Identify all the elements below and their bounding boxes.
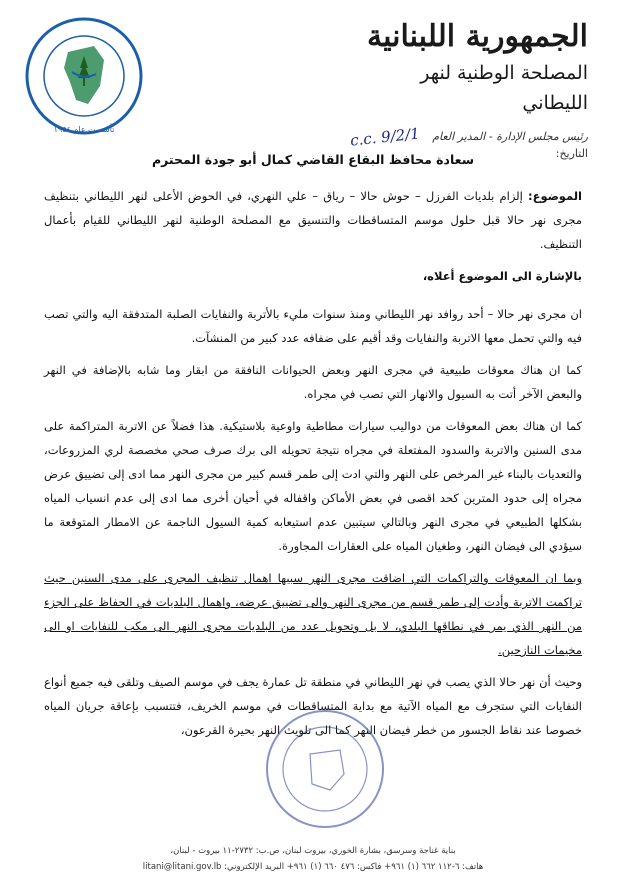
authority-logo [24,16,144,140]
letter-footer [40,843,586,875]
subject-label: الموضوع: [528,189,582,203]
footer-contact: هاتف: ٦-١١٢ ٦٦٢ (١) ٩٦١+ فاكس: ٤٧٦ ٦٦٠ (١) ٩٦١+ البريد الإلكتروني: litani@litani.gov.lb [142,862,484,872]
official-stamp [250,704,400,834]
footer-address: بناية غناجة وسرسق، بشارة الخوري، بيروت لبنان، ص.ب: ٢٧٣٢-١١ بيروت - لبنان، [170,846,456,856]
addressee-line: سعادة محافظ البقاع القاضي كمال أبو جودة المحترم [151,152,475,167]
department-line: رئيس مجلس الإدارة - المدير العام [432,130,588,143]
body-paragraph-1: ان مجرى نهر حالا – أحد روافد نهر الليطاني ومنذ سنوات مليء بالأتربة والنفايات الصلبة المتدفقة اليه والتي تصب فيه والتي تحمل معها الاتربة والنفايات وقد أقيم على ضفافه عدد كبير من المنشآت. [44,307,582,345]
handwritten-reference: c.c. 9/2/1 [349,124,421,150]
body-paragraph-2: كما ان هناك معوقات طبيعية في مجرى النهر وبعض الحيوانات النافقة من ابقار وما شابه بالإضافة في النهر والبعض الآخر أتت به السيول والانهار التي تصب في مجراه. [44,363,582,401]
subject-text: إلزام بلديات الفرزل – حوش حالا – رياق – علي النهري، في الحوض الأعلى لنهر الليطاني بتنظيف مجرى نهر حالا قبل حلول موسم المتساقطات والتنسيق مع المصلحة الوطنية لنهر الليطاني للقيام بأعمال التنظيف. [44,189,582,251]
authority-name: المصلحة الوطنية لنهر الليطاني [420,62,588,114]
letter-body [44,184,582,750]
body-paragraph-5: وحيث أن نهر حالا الذي يصب في نهر الليطاني في منطقة تل عمارة يجف في موسم الصيف وتلقى فيه جميع أنواع النفايات التي ستجرف مع المياه الآتية مع بداية المتساقطات في موسم الخريف، فتتسبب بإعاقة جريان المياه خصوصا عند نقاط الجسور من خطر فيضان النهر كما الى تلويث النهر بحيرة القرعون، [44,675,582,737]
logo-founded-text: تأسست عام ١٩٥٤ [53,125,115,134]
body-paragraph-4: وبما ان المعوقات والتراكمات التي اضاقت مجرى النهر سببها اهمال تنظيف المجرى على مدى السنين حيث تراكمت الاتربة وأدت إلى طمر قسم من مجرى النهر والى تضييق عرضه، واهمال البلديات في الحفاظ على الجزء من النهر الذي يمر في نطاقها البلدي، لا بل وتحويل عدد من البلديات مجرى النهر الى مكب للنفايات او الى مخيمات النازحين. [44,571,582,657]
reference-line: بالإشارة الى الموضوع أعلاه، [422,269,582,283]
body-paragraph-3: كما ان هناك بعض المعوقات من دواليب سيارات مطاطية واوعية بلاستيكية. هذا فضلاً عن الاتربة المتراكمة على مدى السنين والاتربة والسدود المفتعلة في مجراه نتيجة تحويله الى برك صرف صحي مخصصة لري المزروعات، والتعديات بالبناء غير المرخص على النهر والتي ادت إلى طمر قسم كبير من مجرى النهر مما ادى إلى تضييق عرض مجراه إلى حدود المترين كحد اقصى في بعض الأماكن واقفاله في أحيان أخرى مما ادى إلى عدم انسياب المياه بشكلها الطبيعي في مجرى النهر وبالتالي سيتبين عدم استيعابه كمية السيول الناجمة عن الامطار المتوقعة ما سيؤدي الى فيضان النهر، وطغيان المياه على العقارات المجاورة. [44,419,582,553]
republic-title: الجمهورية اللبنانية [366,19,588,54]
subject-paragraph [44,184,582,256]
date-label: التاريخ: [555,147,588,160]
